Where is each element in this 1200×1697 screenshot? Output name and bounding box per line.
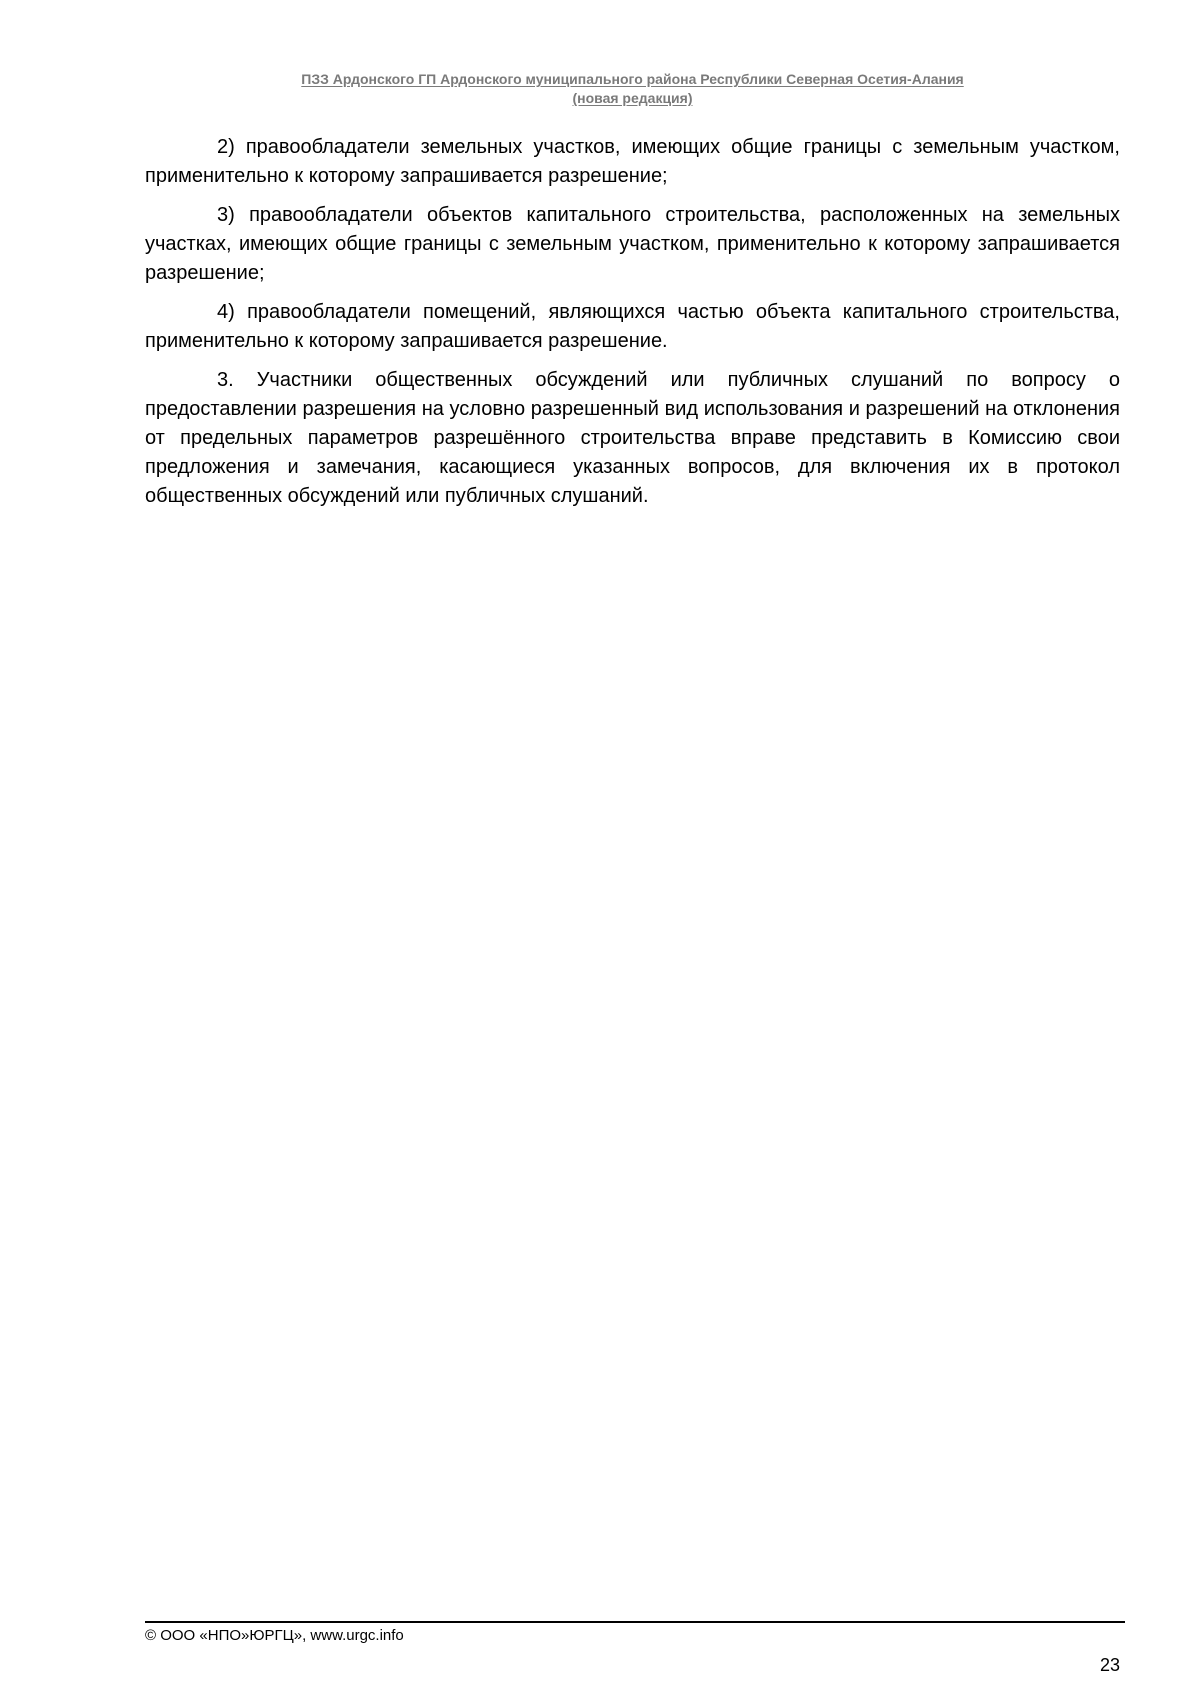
paragraph-item-2: 2) правообладатели земельных участков, имеющих общие границы с земельным участком, применительно к которому запрашивается разрешение; bbox=[145, 136, 1120, 187]
paragraph-item-4: 4) правообладатели помещений, являющихся частью объекта капитального строительства, применительно к которому запрашивается разрешение. bbox=[145, 301, 1120, 352]
header-title-line: ПЗЗ Ардонского ГП Ардонского муниципального района Республики Северная Осетия-Алания bbox=[301, 71, 964, 87]
footer-divider bbox=[145, 1621, 1125, 1623]
document-header bbox=[145, 70, 1120, 108]
footer-copyright: © ООО «НПО»ЮРГЦ», www.urgc.info bbox=[145, 1627, 404, 1644]
header-subtitle-line: (новая редакция) bbox=[572, 90, 693, 106]
paragraph-section-3: 3. Участники общественных обсуждений или публичных слушаний по вопросу о предоставлении разрешения на условно разрешенный вид использования и разрешений на отклонения от предельных параметров разрешённого строительства вправе представить в Комиссию свои предложения и замечания, касающиеся указанных вопросов, для включения их в протокол общественных обсуждений или публичных слушаний. bbox=[145, 369, 1120, 507]
paragraph-item-3: 3) правообладатели объектов капитального строительства, расположенных на земельных участках, имеющих общие границы с земельным участком, применительно к которому запрашивается разрешение; bbox=[145, 204, 1120, 284]
document-body bbox=[145, 133, 1120, 521]
page-number: 23 bbox=[1099, 1655, 1120, 1675]
